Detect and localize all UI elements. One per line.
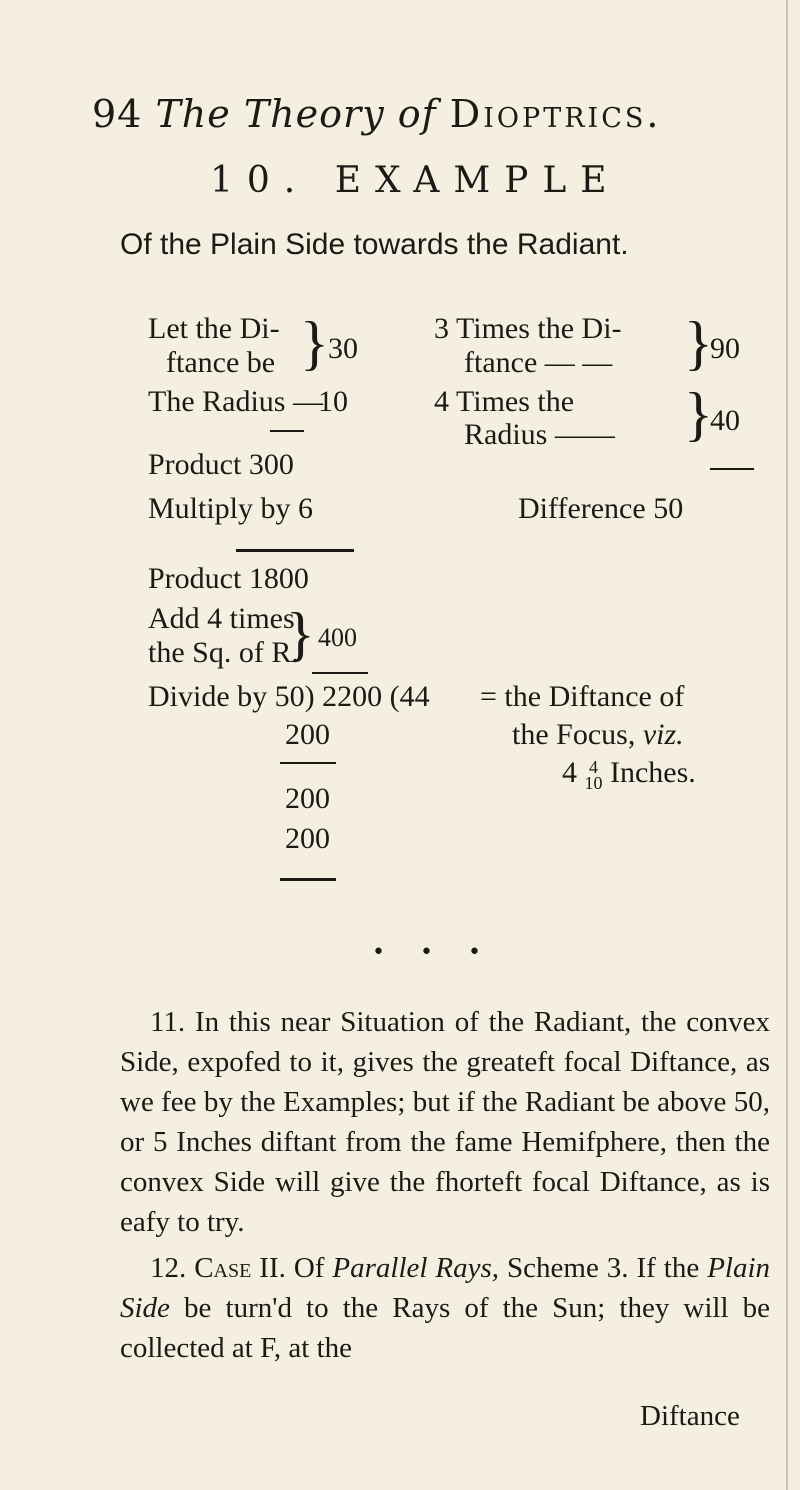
calc-sub1: 200 <box>285 718 330 751</box>
running-head <box>92 92 661 136</box>
calc-radius-value: 10 <box>318 385 348 418</box>
rule-square <box>312 672 368 674</box>
calc-multiply-line: Multiply by 6 <box>148 492 314 525</box>
calc-difference-line: Difference 50 <box>518 492 684 525</box>
result-focus <box>512 718 684 752</box>
result-focus-text: the Focus, <box>512 718 636 751</box>
calc-square-value: 400 <box>318 623 357 652</box>
calc-right-radius-line: Radius —— <box>464 418 615 451</box>
catchword: Diftance <box>640 1400 740 1432</box>
running-head-subject: Dioptrics. <box>449 92 662 136</box>
calc-add-line: Add 4 times <box>148 602 295 635</box>
running-head-title: The Theory of <box>155 92 437 136</box>
result-distance: = the Diftance of <box>480 680 685 713</box>
calc-sub3: 200 <box>285 822 330 855</box>
ornament-dots: • • • <box>372 940 495 965</box>
calc-distance-value: 30 <box>328 332 358 365</box>
rule-right <box>710 468 754 470</box>
para12-of: Of <box>293 1252 325 1284</box>
page-edge <box>786 0 788 1490</box>
para12-text1: Scheme 3. If the <box>507 1252 700 1284</box>
calc-product-line: Product 300 <box>148 448 294 481</box>
result-fraction <box>584 757 603 794</box>
calc-sub2: 200 <box>285 782 330 815</box>
result-viz: viz. <box>642 718 684 751</box>
brace-square: } <box>286 601 315 667</box>
calc-product2-line: Product 1800 <box>148 562 309 595</box>
calc-let-line: Let the Di- <box>148 312 280 345</box>
rule-sub <box>280 762 336 764</box>
calc-distance-line: ftance be <box>166 346 276 379</box>
rule-product <box>236 549 354 552</box>
calc-right-radius-times: 4 Times the <box>434 385 575 418</box>
para12-number: 12. <box>150 1252 187 1284</box>
para12-text2: be turn'd to the Rays of the Sun; they will be collected at F, at the <box>120 1292 771 1364</box>
para12-rays: Parallel Rays, <box>332 1252 500 1284</box>
calc-square-line: the Sq. of R. <box>148 636 299 669</box>
calc-right-times-line: 3 Times the Di- <box>434 312 622 345</box>
calc-right-distance-value: 90 <box>710 332 740 365</box>
paragraph-12-text <box>120 1248 770 1368</box>
rule-short <box>270 430 304 432</box>
brace-distance: } <box>300 310 329 376</box>
example-heading: 10. EXAMPLE <box>210 160 621 201</box>
result-unit: Inches. <box>610 756 696 789</box>
paragraph-11-text: 11. In this near Situation of the Radiant, the convex Side, expofed to it, gives the greateft focal Diftance, as we fee by the Examples; but if the Radiant be above 50, or 5 Inches diftant from the fame Hemifphere, then the convex Side will give the fhorteft focal Diftance, as is eafy to try. <box>120 1006 770 1238</box>
fraction-numerator: 4 <box>589 757 598 778</box>
calc-right-distance-line: ftance — — <box>464 346 613 379</box>
fraction-denominator: 10 <box>584 773 603 794</box>
result-inches <box>562 756 696 794</box>
para12-plain: Plain Side <box>120 1252 771 1324</box>
brace-right-distance: } <box>684 310 713 376</box>
calc-divide-line: Divide by 50) 2200 (44 <box>148 680 430 713</box>
paragraph-12 <box>120 1248 770 1368</box>
brace-right-radius: } <box>684 381 713 447</box>
page-number: 94 <box>92 92 143 136</box>
calc-right-radius-value: 40 <box>710 404 740 437</box>
para12-case: Case II. <box>194 1252 286 1284</box>
example-subtitle: Of the Plain Side towards the Radiant. <box>120 228 629 261</box>
result-whole: 4 <box>562 756 577 789</box>
rule-final <box>280 878 336 881</box>
paragraph-11 <box>120 1002 770 1242</box>
calc-radius-line: The Radius — <box>148 385 323 418</box>
